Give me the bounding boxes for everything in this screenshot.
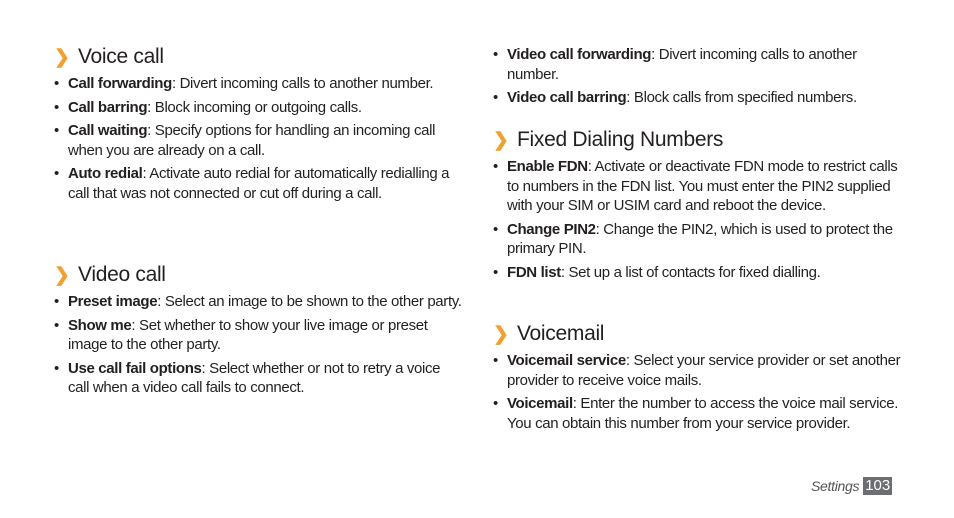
heading-label: Fixed Dialing Numbers (517, 128, 724, 151)
chevron-right-icon: ❯ (54, 47, 70, 68)
list-item (54, 74, 462, 94)
voicemail-section (493, 321, 903, 433)
fdn-heading (493, 127, 903, 154)
bullet: • (493, 395, 498, 413)
video-call-list (54, 292, 462, 398)
footer-section-name: Settings (811, 478, 860, 494)
item-desc: : Activate or deactivate FDN mode to restrict calls to numbers in the FDN list. You must enter the PIN2 supplied with your SIM or USIM card and reboot the device. (507, 158, 898, 215)
list-item (54, 292, 462, 312)
item-term: Call waiting (68, 122, 148, 140)
item-term: Call barring (68, 98, 148, 116)
bullet: • (54, 165, 59, 183)
bullet: • (493, 46, 498, 63)
video-call-continued-list (493, 45, 903, 108)
chevron-right-icon: ❯ (493, 324, 509, 345)
list-item (493, 157, 903, 216)
item-desc: : Divert incoming calls to another number. (171, 75, 434, 92)
bullet: • (493, 89, 498, 107)
item-desc: : Block calls from specified numbers. (626, 89, 857, 107)
fdn-section (493, 127, 903, 283)
item-desc: : Select an image to be shown to the other party. (157, 293, 462, 310)
bullet: • (493, 263, 498, 281)
bullet: • (54, 122, 59, 140)
chevron-right-icon: ❯ (54, 265, 70, 286)
item-term: Voicemail (507, 395, 573, 413)
list-item (54, 121, 462, 160)
video-call-section (54, 262, 462, 398)
list-item (493, 88, 903, 108)
list-item (493, 220, 903, 259)
list-item (54, 98, 462, 118)
fdn-list (493, 157, 903, 283)
item-desc: : Select your service provider or set another provider to receive voice mails. (507, 352, 901, 389)
list-item (493, 45, 903, 84)
item-term: Preset image (68, 293, 158, 310)
item-term: Video call barring (507, 89, 627, 107)
page-footer (811, 477, 892, 496)
voicemail-list (493, 351, 903, 433)
bullet: • (54, 316, 59, 334)
voicemail-heading (493, 321, 903, 348)
item-desc: : Enter the number to access the voice mail service. You can obtain this number from your service provider. (507, 395, 899, 432)
item-desc: : Activate auto redial for automatically redialling a call that was not connected or cut off during a call. (68, 165, 450, 202)
item-desc: : Set up a list of contacts for fixed dialling. (560, 263, 821, 281)
item-desc: : Block incoming or outgoing calls. (147, 98, 362, 116)
item-desc: : Specify options for handling an incoming call when you are already on a call. (68, 122, 436, 159)
list-item (493, 394, 903, 433)
voice-call-list (54, 74, 462, 204)
chevron-right-icon: ❯ (493, 130, 509, 151)
list-item (54, 316, 462, 355)
bullet: • (54, 98, 59, 116)
bullet: • (493, 158, 498, 175)
list-item (54, 164, 462, 203)
heading-label: Voicemail (517, 322, 605, 345)
bullet: • (493, 220, 498, 238)
item-term: Video call forwarding (507, 46, 652, 63)
heading-label: Voice call (78, 45, 164, 68)
item-term: Call forwarding (68, 75, 172, 92)
video-call-continued (493, 41, 903, 108)
voice-call-heading (54, 44, 462, 71)
bullet: • (54, 75, 59, 92)
bullet: • (54, 359, 59, 377)
bullet: • (493, 352, 498, 369)
item-term: Change PIN2 (507, 220, 596, 238)
page-number: 103 (865, 477, 891, 494)
list-item (493, 351, 903, 390)
item-term: Voicemail service (507, 352, 626, 369)
item-desc: : Change the PIN2, which is used to protect the primary PIN. (507, 220, 893, 258)
item-term: Enable FDN (507, 158, 588, 175)
item-term: Use call fail options (68, 359, 202, 377)
item-desc: : Set whether to show your live image or preset image to the other party. (68, 316, 428, 354)
list-item (54, 359, 462, 398)
item-desc: : Select whether or not to retry a voice call when a video call fails to connect. (68, 359, 441, 397)
item-term: Show me (68, 316, 132, 334)
item-term: Auto redial (68, 165, 143, 183)
list-item (493, 263, 903, 283)
item-desc: : Divert incoming calls to another number. (507, 46, 857, 83)
item-term: FDN list (507, 263, 561, 281)
bullet: • (54, 293, 59, 310)
heading-label: Video call (78, 263, 166, 286)
video-call-heading (54, 262, 462, 289)
voice-call-section (54, 44, 462, 204)
